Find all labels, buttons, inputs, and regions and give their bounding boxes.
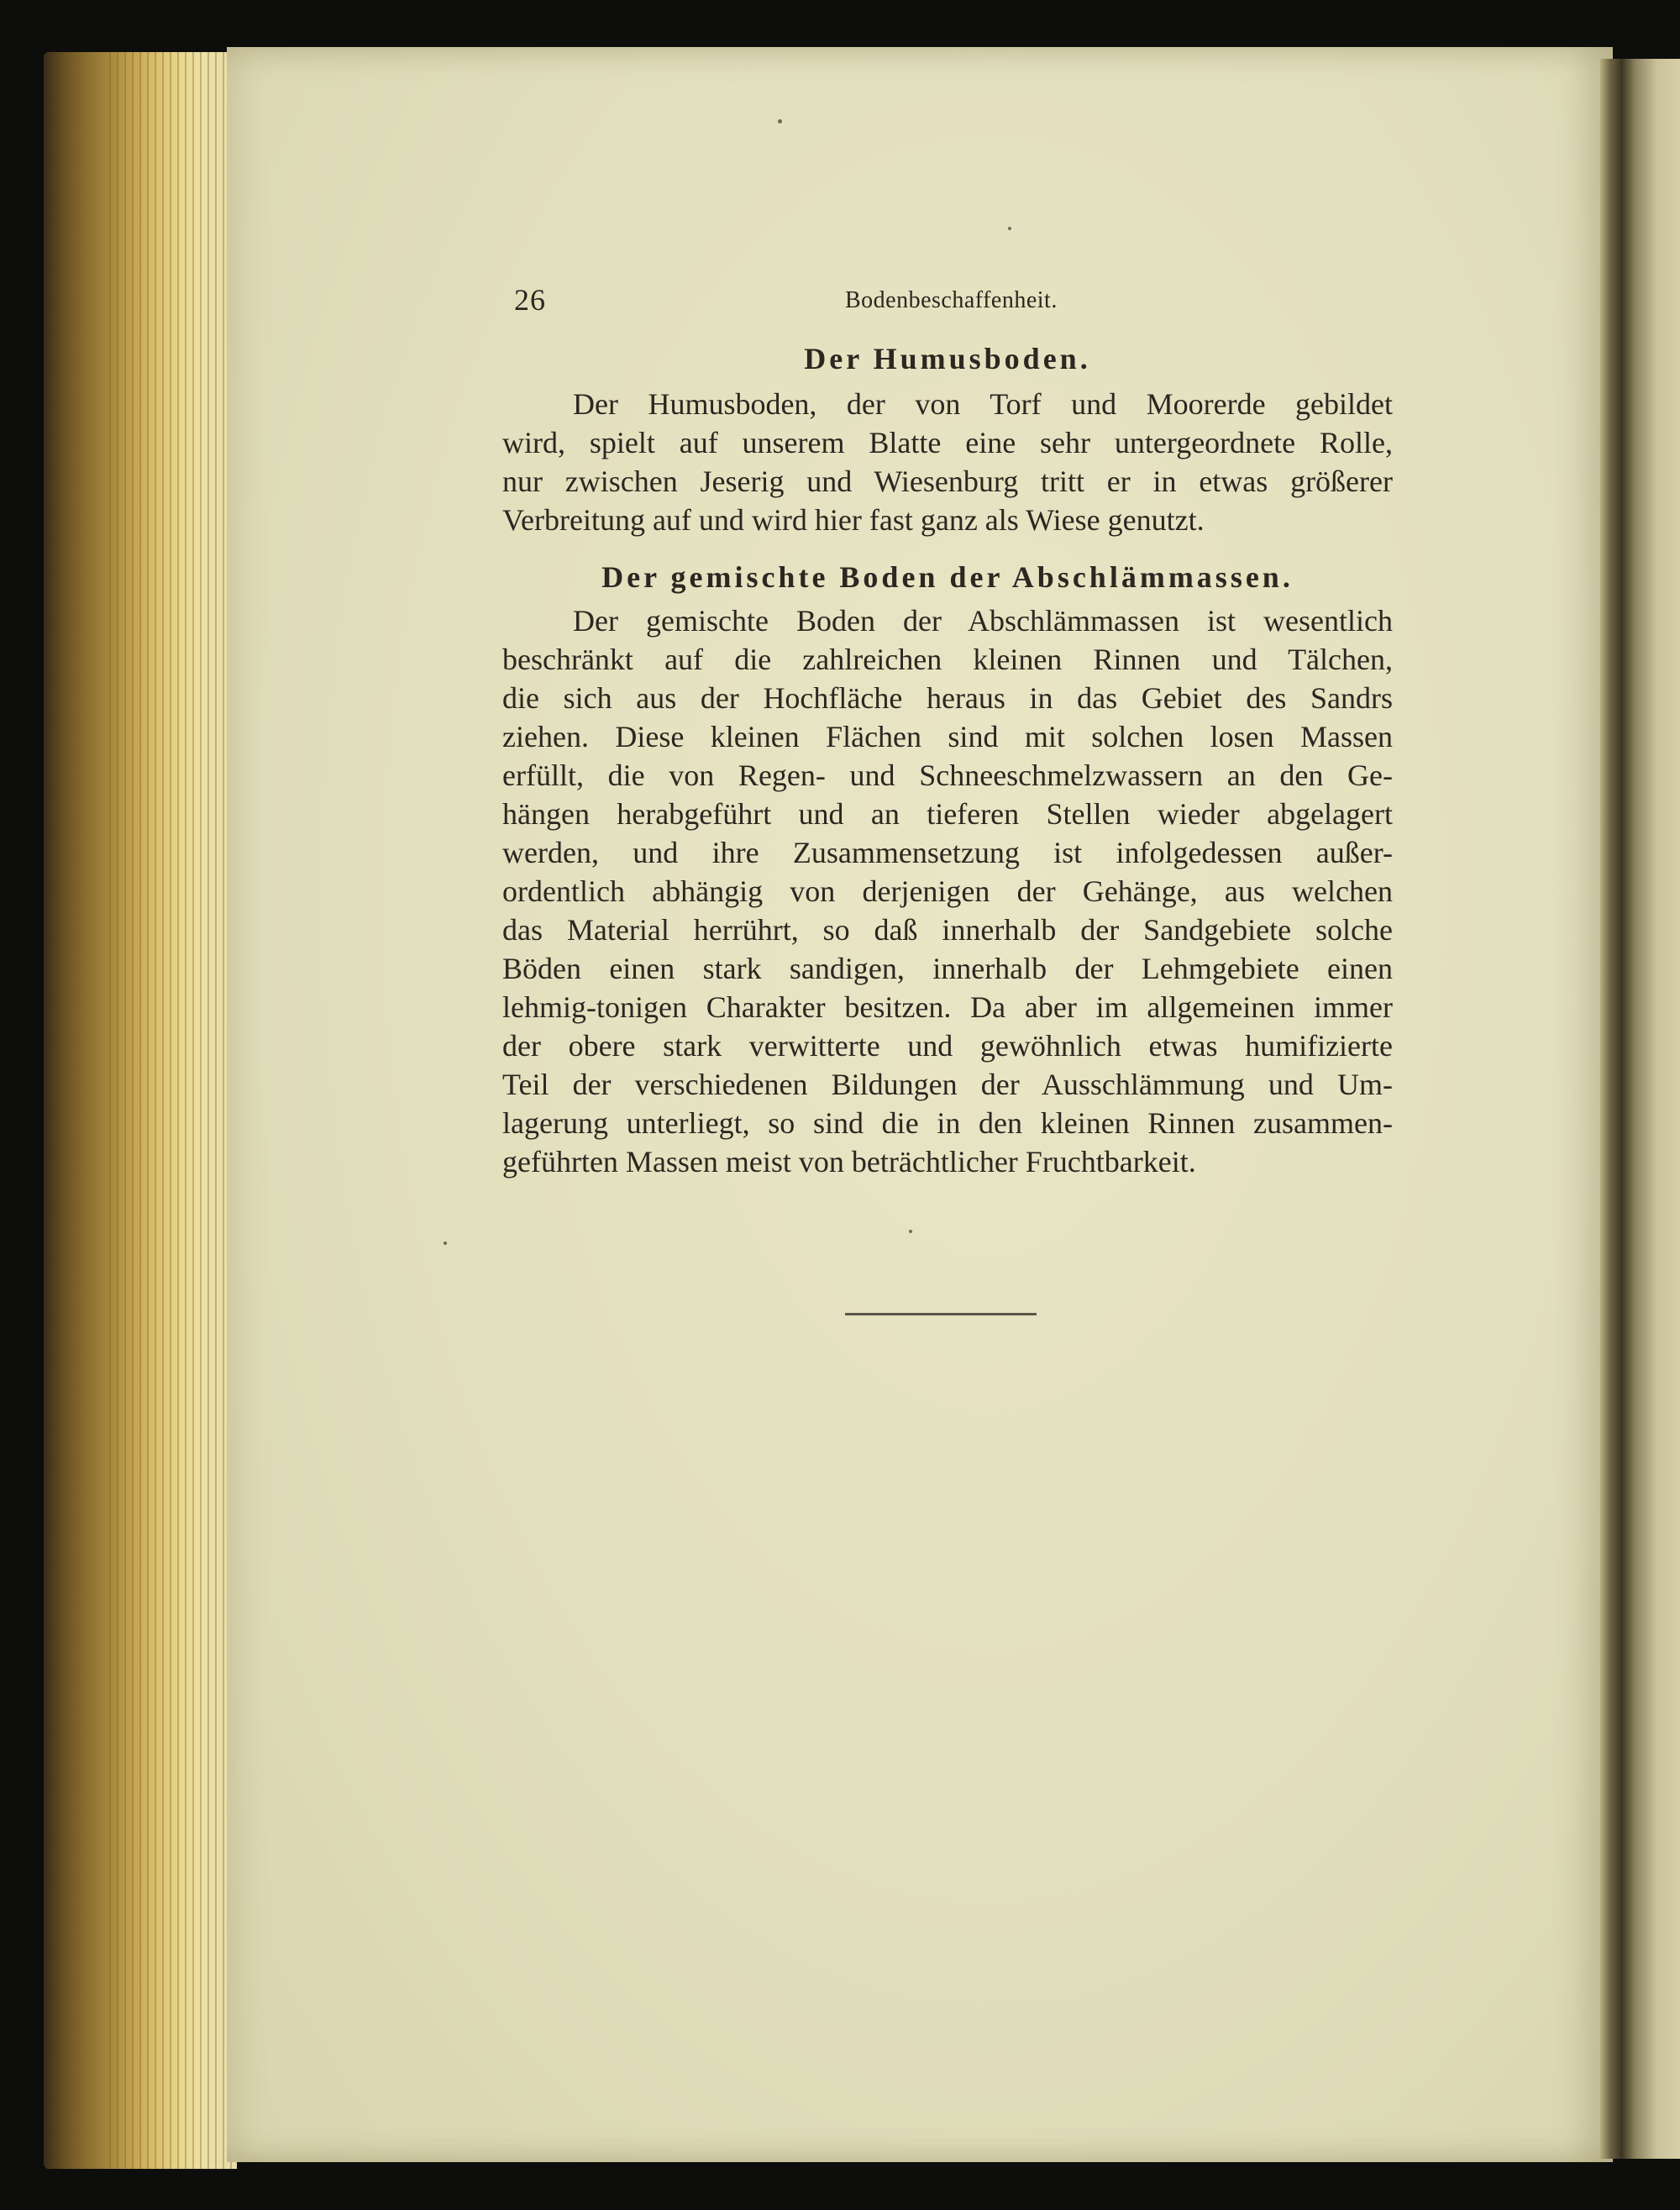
text-line: die sich aus der Hochfläche heraus in das Gebiet des Sandrs — [502, 681, 1393, 715]
running-head — [0, 282, 1680, 324]
running-title: Bodenbeschaffenheit. — [845, 287, 1058, 313]
text-line: geführten Massen meist von beträchtlicher Fruchtbarkeit. — [502, 1145, 1196, 1178]
end-rule — [845, 1313, 1037, 1315]
body-text — [502, 336, 1393, 1181]
facing-page-edge — [1621, 59, 1680, 2159]
text-line: das Material herrührt, so daß innerhalb der Sandgebiete solche — [502, 913, 1393, 947]
text-line: nur zwischen Jeserig und Wiesenburg tritt er in etwas größerer — [502, 465, 1393, 498]
text-line: ordentlich abhängig von derjenigen der Gehänge, aus welchen — [502, 874, 1393, 908]
section-heading-humusboden: Der Humusboden. — [804, 342, 1091, 375]
text-line: Teil der verschiedenen Bildungen der Ausschlämmung und Um- — [502, 1068, 1393, 1101]
text-line: wird, spielt auf unserem Blatte eine sehr untergeordnete Rolle, — [502, 426, 1393, 459]
text-line: lehmig-tonigen Charakter besitzen. Da aber im allgemeinen immer — [502, 990, 1393, 1024]
text-line: werden, und ihre Zusammensetzung ist infolgedessen außer- — [502, 836, 1393, 869]
paragraph-abschlaemmassen — [502, 601, 1393, 1181]
stacked-leaves — [109, 52, 235, 2169]
section-heading-abschlaemmassen: Der gemischte Boden der Abschlämmassen. — [601, 560, 1294, 594]
paragraph-humusboden — [502, 385, 1393, 539]
text-line: lagerung unterliegt, so sind die in den kleinen Rinnen zusammen- — [502, 1106, 1393, 1140]
text-line: ziehen. Diese kleinen Flächen sind mit solchen losen Massen — [502, 720, 1393, 753]
text-line: Verbreitung auf und wird hier fast ganz als Wiese genutzt. — [502, 503, 1205, 537]
paper-speck — [444, 1241, 447, 1245]
text-line: Der Humusboden, der von Torf und Moorerde gebildet — [573, 387, 1393, 421]
text-line: Der gemischte Boden der Abschlämmassen ist wesentlich — [573, 604, 1393, 638]
page-number: 26 — [514, 283, 546, 317]
text-line: Böden einen stark sandigen, innerhalb der Lehmgebiete einen — [502, 952, 1393, 985]
paper-speck — [778, 119, 782, 123]
paper-speck — [909, 1230, 912, 1233]
paper-speck — [1008, 227, 1011, 230]
text-line: beschränkt auf die zahlreichen kleinen Rinnen und Tälchen, — [502, 643, 1393, 676]
text-line: hängen herabgeführt und an tieferen Stellen wieder abgelagert — [502, 797, 1393, 831]
text-line: erfüllt, die von Regen- und Schneeschmelzwassern an den Ge- — [502, 759, 1393, 792]
text-line: der obere stark verwitterte und gewöhnlich etwas humifizierte — [502, 1029, 1393, 1063]
